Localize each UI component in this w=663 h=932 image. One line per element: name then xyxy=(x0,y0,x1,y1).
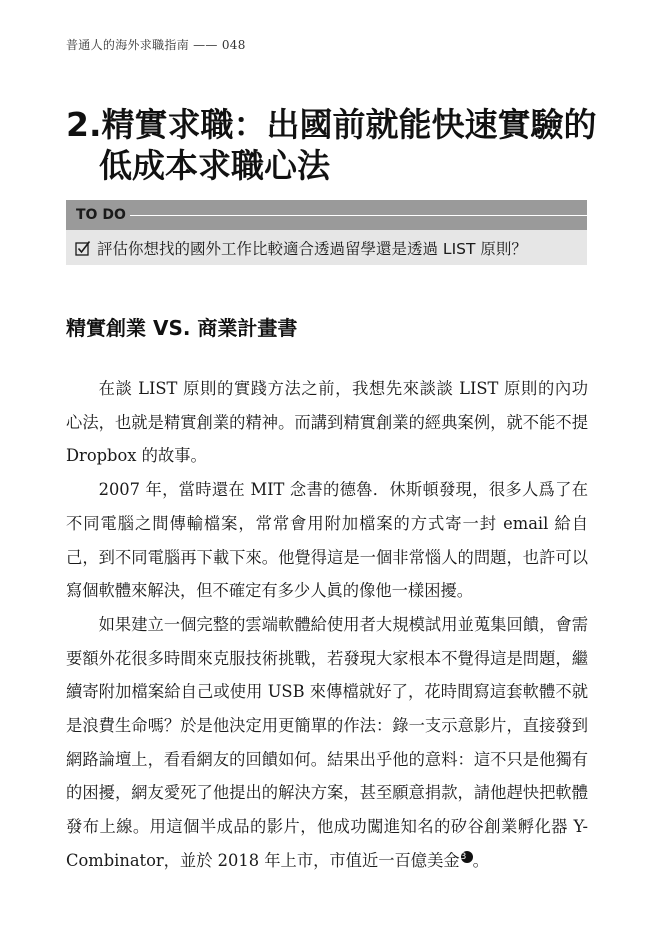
todo-rule xyxy=(130,215,587,216)
todo-item-text: 評估你想找的國外工作比較適合透過留學還是透過 LIST 原則？ xyxy=(97,239,527,258)
body-text xyxy=(66,372,588,878)
footnote-marker[interactable]: 3 xyxy=(461,851,473,863)
paragraph-3 xyxy=(66,608,588,878)
paragraph-2: 2007 年，當時還在 MIT 念書的德魯．休斯頓發現，很多人爲了在不同電腦之間傳輸檔案，常常會用附加檔案的方式寄一封 email 給自己，到不同電腦再下載下來。他覺得這是一個非常惱人的問題，也許可以寫個軟體來解決，但不確定有多少人眞的像他一樣困擾。 xyxy=(66,480,588,601)
chapter-title-line1: 2.精實求職：出國前就能快速實驗的 xyxy=(66,105,597,144)
chapter-title-line2: 低成本求職心法 xyxy=(99,146,330,185)
todo-header xyxy=(66,200,587,230)
todo-item xyxy=(66,230,587,265)
running-header: 普通人的海外求職指南 —— 048 xyxy=(66,38,246,52)
checkbox-checked-icon xyxy=(75,240,91,256)
paragraph-1: 在談 LIST 原則的實踐方法之前，我想先來談談 LIST 原則的內功心法，也就是精實創業的精神。而講到精實創業的經典案例，就不能不提 Dropbox 的故事。 xyxy=(66,379,588,466)
chapter-title xyxy=(66,104,606,186)
todo-box xyxy=(66,200,587,265)
todo-label: TO DO xyxy=(76,207,126,223)
section-heading: 精實創業 VS. 商業計畫書 xyxy=(66,316,298,340)
paragraph-3-text: 如果建立一個完整的雲端軟體給使用者大規模試用並蒐集回饋，會需要額外花很多時間來克服技術挑戰，若發現大家根本不覺得這是問題，繼續寄附加檔案給自己或使用 USB 來傳檔就好了，花時間寫這套軟體不就是浪費生命嗎？於是他決定用更簡單的作法：錄一支示意影片，直接發到網路論壇上，看看網友的回饋如何。結果出乎他的意料：這不只是他獨有的困擾，網友愛死了他提出的解決方案，甚至願意捐款，請他趕快把軟體發布上線。用這個半成品的影片，他成功闖進知名的矽谷創業孵化器 Y-Combinator，並於 2018 年上市，市值近一百億美金 xyxy=(66,614,588,870)
paragraph-3-end: 。 xyxy=(472,850,489,870)
